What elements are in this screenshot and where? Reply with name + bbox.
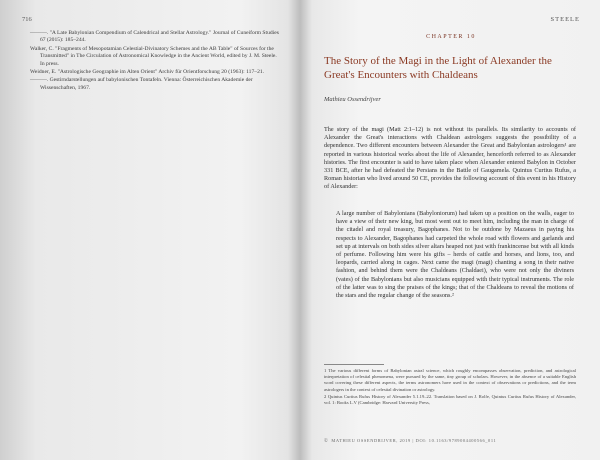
left-page bbox=[0, 0, 296, 460]
chapter-author: Mathieu Ossendrijver bbox=[324, 96, 381, 103]
bibliography bbox=[30, 30, 280, 93]
copyright-icon: © bbox=[324, 439, 329, 444]
chapter-label: CHAPTER 10 bbox=[426, 34, 476, 40]
page-number: 716 bbox=[22, 16, 32, 23]
running-head: STEELE bbox=[550, 16, 580, 23]
footnote-rule bbox=[324, 364, 384, 365]
footnote: 2 Quintus Curtius Rufus History of Alexander 5.1.19–22. Translation based on J. Rolfe, Quintus Curtius Rufus History of Alexander, vol. 1: Books I–V (Cambridge: Harvard University Press, bbox=[324, 393, 576, 406]
block-quote: A large number of Babylonians (Babyloniorum) had taken up a position on the walls, eager to have a view of their new king, but most went out to meet him, including the man in charge of the citadel and royal treasury, Bagophanes. Not to be outdone by Mazaeus in paying his respects to Alexander, Bagophanes had carpeted the whole road with flowers and garlands and set up at intervals on both sides silver altars heaped not just with frankincense but with all kinds of perfume. Following him were his gifts – herds of cattle and horses, and lions, too, and leopards, carried along in cages. Next came the magi (magi) chanting a song in their native fashion, and behind them were the Chaldeans (Chaldaei), who were not only the diviners (vates) of the Babylonians but also musicians equipped with their typical instruments. The role of the latter was to sing the praises of the kings; that of the Chaldeans to reveal the motions of the stars and the regular change of the seasons.² bbox=[336, 210, 574, 300]
footnotes bbox=[324, 368, 576, 407]
right-page bbox=[302, 0, 600, 460]
reference-entry: Walker, C. "Fragments of Mesopotamian Celestial-Divinatory Schemes and the AB Table" of Sources for the Transmitted" in The Circulation of Astronomical Knowledge in the Ancient World, edited by J. M. Steele. In press. bbox=[30, 45, 277, 67]
reference-entry: ———. "A Late Babylonian Compendium of Calendrical and Stellar Astrology." Journal of Cuneiform Studies 67 (2015): 185–244. bbox=[30, 30, 279, 44]
footer-text: MATHIEU OSSENDRIJVER, 2019 | DOI: 10.1163/9789004400566_011 bbox=[331, 438, 497, 443]
reference-entry: Weidner, E. "Astrologische Geographie im Alten Orient" Archiv für Orientforschung 20 (1963): 117–21. bbox=[30, 69, 265, 76]
body-paragraph: The story of the magi (Matt 2:1–12) is not without its parallels. Its similarity to accounts of Alexander the Great's interactions with Chaldean astrologers suggests the possibility of a dependence. Two different encounters between Alexander the Great and Babylonian astrologers¹ are reported in various historical works about the life of Alexander, henceforth referred to as Alexander histories. The first encounter is said to have taken place when Alexander entered Babylon in October 331 BCE, after he had defeated the Persians in the Battle of Gaugamela. Quintus Curtius Rufus, a Roman historian who lived around 50 CE, provides the following account of this event in his History of Alexander: bbox=[324, 126, 576, 191]
copyright-footer bbox=[324, 438, 576, 444]
reference-entry: ———. Gestirndarstellungen auf babylonischen Tontafeln. Vienna: Österreichischen Akademie der Wissenschaften, 1967. bbox=[30, 77, 253, 91]
chapter-title: The Story of the Magi in the Light of Alexander the Great's Encounters with Chaldeans bbox=[324, 55, 552, 81]
footnote: 1 The various different forms of Babylonian astral science, which roughly encompasses observation, prediction, and astrological interpretation of celestial phenomena, were pursued by the same, tiny group of scholars. However, in the absence of a suitable English word covering these different aspects, the terms astronomers have used in the context of observations or predictions, and the term astrologers in the context of celestial divination or astrology. bbox=[324, 368, 576, 392]
